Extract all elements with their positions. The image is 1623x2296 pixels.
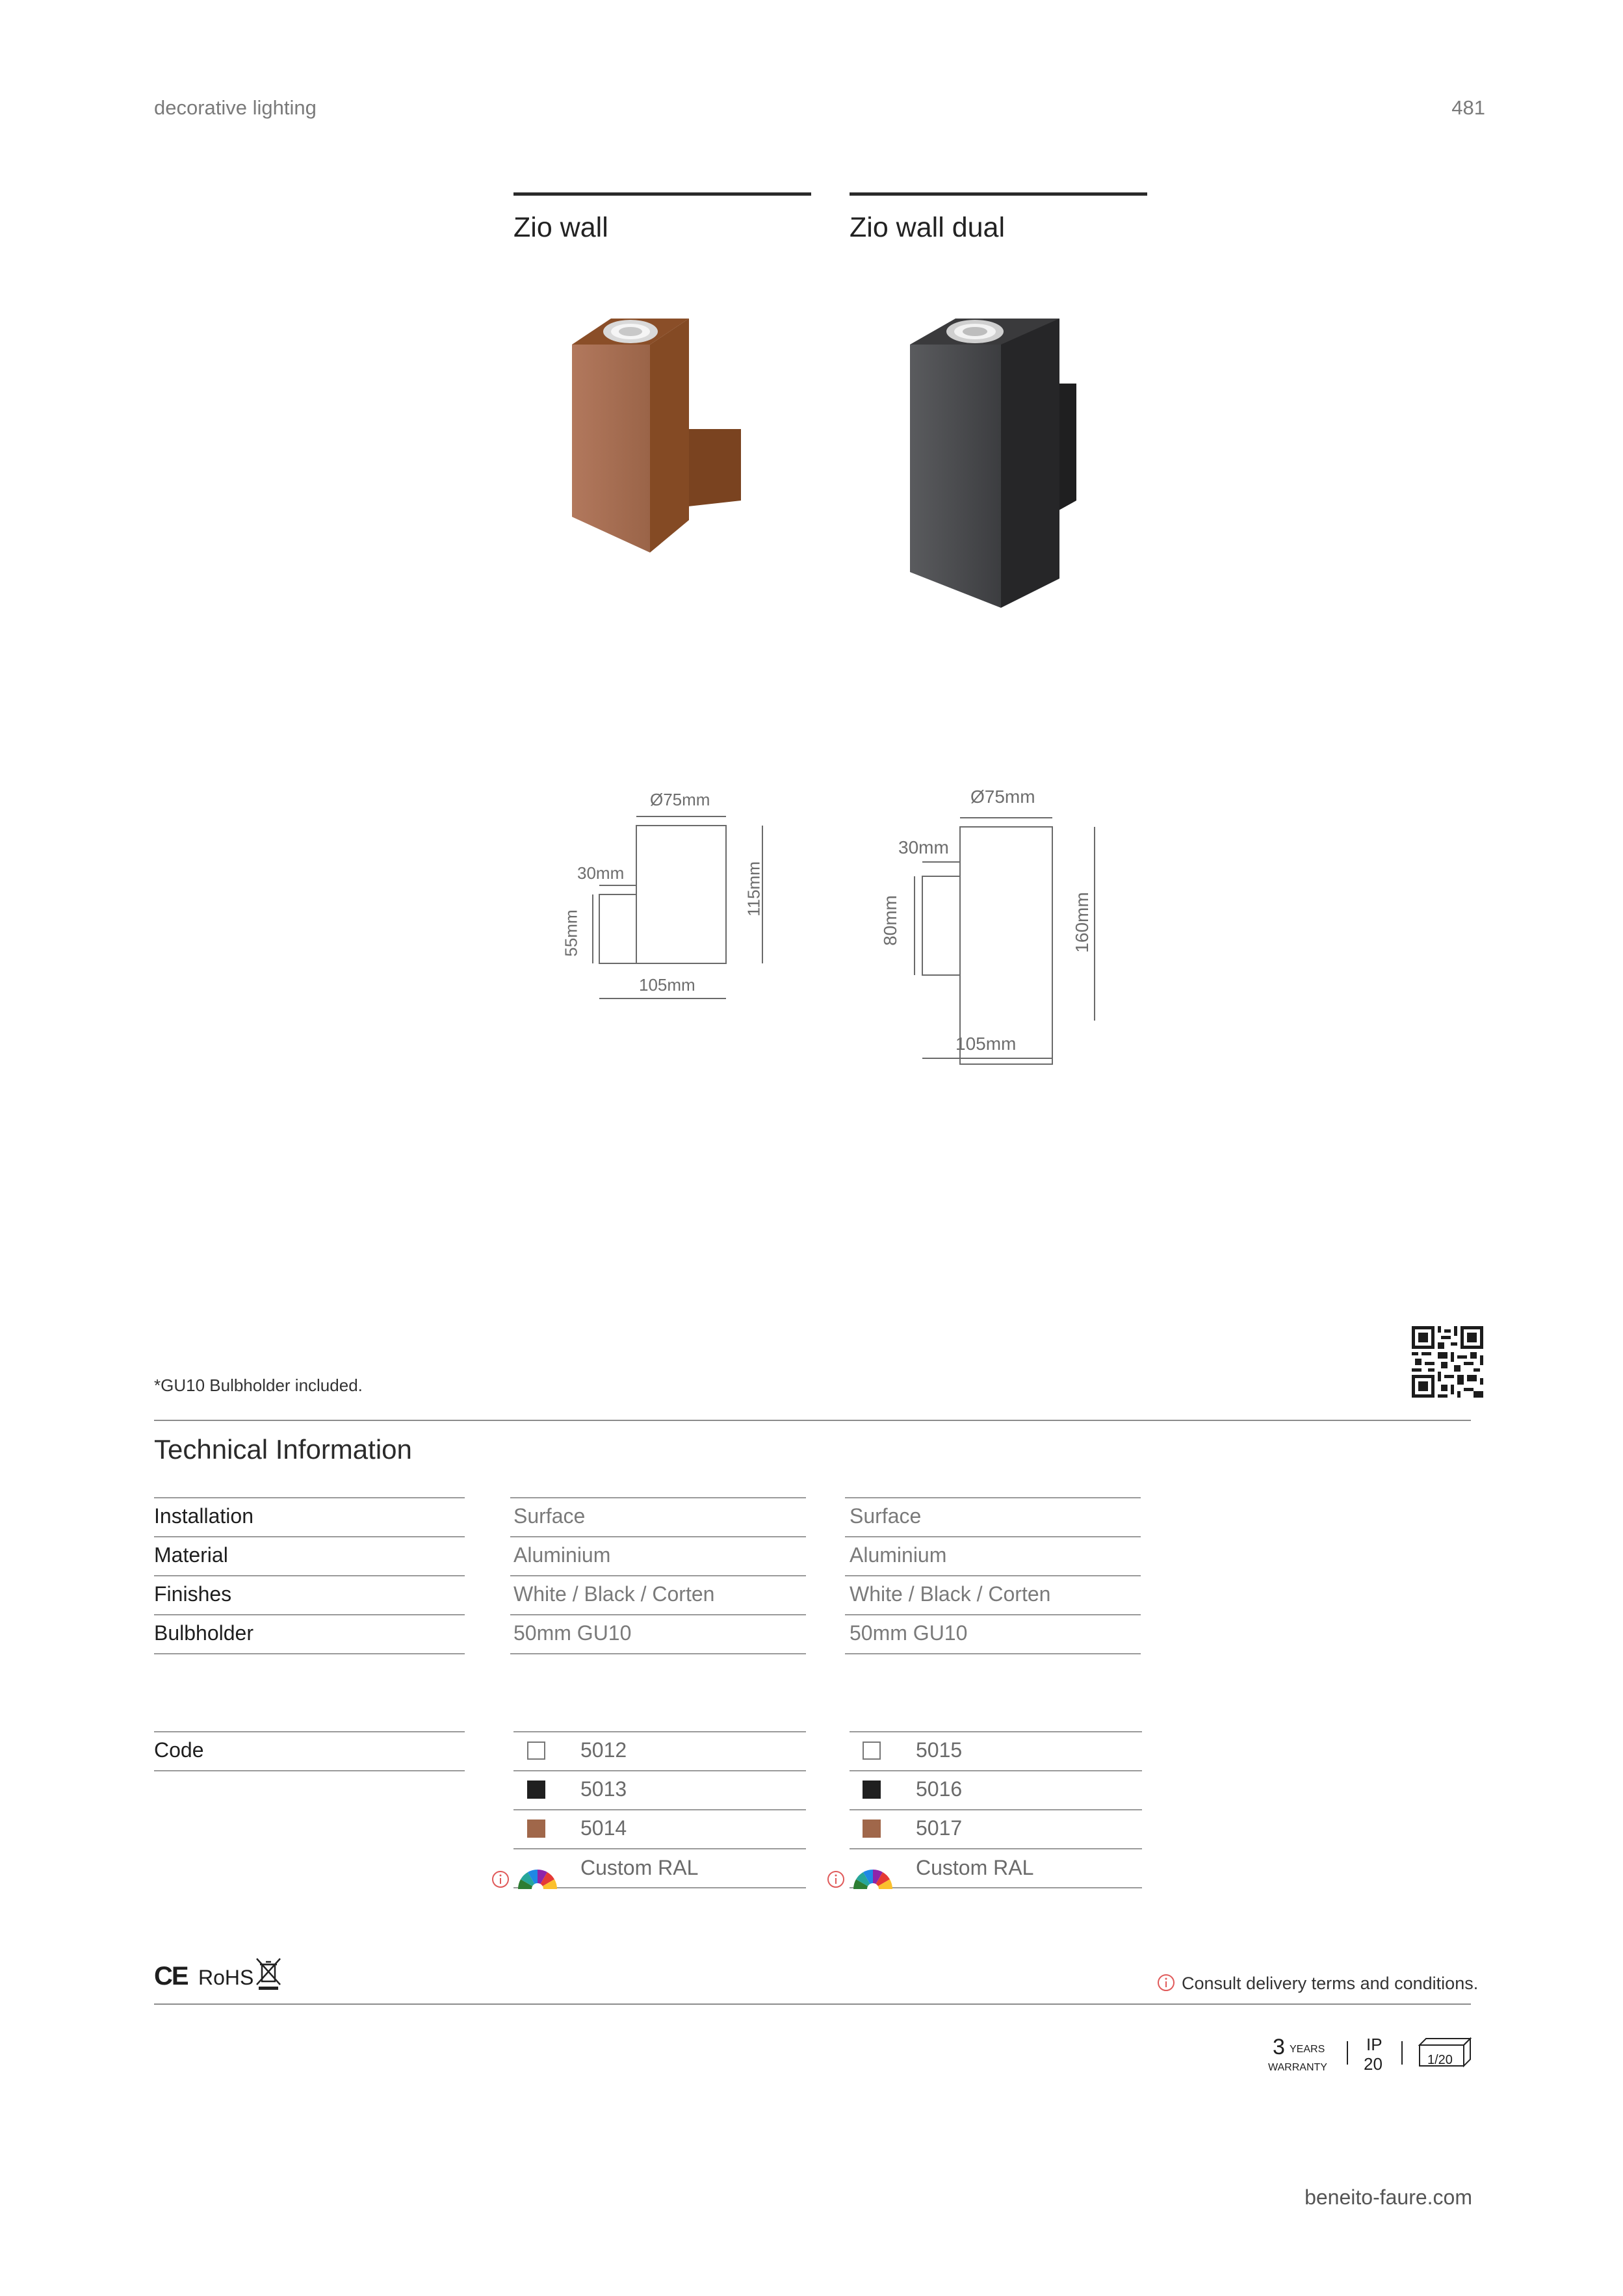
table-rule <box>513 1809 806 1810</box>
swatch-black <box>527 1781 545 1799</box>
p2-dim-height: 160mm <box>1072 892 1092 953</box>
table-rule <box>510 1497 806 1498</box>
crossed-bin-icon <box>255 1957 282 1990</box>
table-rule <box>154 1614 465 1615</box>
swatch-corten <box>863 1820 881 1838</box>
product-1-name: Zio wall <box>513 212 608 243</box>
p1-dim-depth: 30mm <box>577 863 625 883</box>
product-2-image <box>897 306 1092 618</box>
spec-label-material: Material <box>154 1543 228 1567</box>
bulbholder-note: *GU10 Bulbholder included. <box>154 1376 363 1395</box>
qr-code[interactable] <box>1412 1326 1483 1398</box>
product-2-name: Zio wall dual <box>850 212 1005 243</box>
spec-separator <box>1347 2041 1348 2065</box>
technical-title: Technical Information <box>154 1434 412 1465</box>
ral-color-fan-icon <box>850 1863 896 1892</box>
table-rule <box>850 1809 1142 1810</box>
spec-value: 50mm GU10 <box>513 1621 632 1645</box>
table-rule <box>513 1731 806 1732</box>
p2-dim-diameter: Ø75mm <box>970 787 1035 807</box>
rohs-label: RoHS <box>198 1966 254 1989</box>
spec-label-finishes: Finishes <box>154 1582 232 1606</box>
ip-label: IP <box>1366 2035 1383 2054</box>
spec-value: 50mm GU10 <box>850 1621 968 1645</box>
footer-divider <box>154 2003 1471 2005</box>
swatch-white <box>527 1742 545 1760</box>
table-rule <box>850 1770 1142 1771</box>
table-rule <box>845 1536 1141 1537</box>
code-value: 5016 <box>916 1777 963 1801</box>
table-rule <box>850 1848 1142 1849</box>
p2-dim-plate: 80mm <box>880 895 900 946</box>
section-divider <box>154 1420 1471 1421</box>
table-rule <box>154 1536 465 1537</box>
ce-mark: CE <box>154 1962 188 1990</box>
code-value: Custom RAL <box>916 1856 1034 1879</box>
table-rule <box>513 1848 806 1849</box>
code-label: Code <box>154 1738 204 1762</box>
scale-ratio: 1/20 <box>1427 2053 1453 2067</box>
p1-dim-width: 105mm <box>639 975 695 995</box>
ip-value: 20 <box>1364 2054 1383 2074</box>
warranty-years: YEARS <box>1290 2044 1325 2055</box>
p1-dim-diameter: Ø75mm <box>650 790 710 809</box>
table-rule <box>154 1731 465 1732</box>
swatch-white <box>863 1742 881 1760</box>
swatch-corten <box>527 1820 545 1838</box>
consult-note: Consult delivery terms and conditions. <box>1182 1974 1479 1993</box>
table-rule <box>510 1614 806 1615</box>
code-value: 5015 <box>916 1738 963 1762</box>
table-rule <box>845 1653 1141 1654</box>
ral-color-fan-icon <box>515 1863 560 1892</box>
table-rule <box>845 1614 1141 1615</box>
code-value: 5012 <box>580 1738 627 1762</box>
code-value: 5013 <box>580 1777 627 1801</box>
spec-value: Surface <box>850 1504 922 1528</box>
table-rule <box>845 1575 1141 1576</box>
product-1-image <box>559 306 754 559</box>
table-rule <box>510 1653 806 1654</box>
footer-url[interactable]: beneito-faure.com <box>1305 2185 1472 2209</box>
spec-value: Aluminium <box>513 1543 611 1567</box>
code-value: 5014 <box>580 1816 627 1840</box>
p1-dim-height: 115mm <box>744 861 764 917</box>
table-rule <box>850 1731 1142 1732</box>
table-rule <box>845 1497 1141 1498</box>
table-rule <box>510 1536 806 1537</box>
info-icon[interactable] <box>1157 1974 1175 1992</box>
spec-value: White / Black / Corten <box>513 1582 715 1606</box>
section-title: decorative lighting <box>154 96 317 119</box>
page-number: 481 <box>1451 96 1485 119</box>
code-value: 5017 <box>916 1816 963 1840</box>
spec-separator <box>1401 2041 1403 2065</box>
spec-value: White / Black / Corten <box>850 1582 1051 1606</box>
p2-dim-depth: 30mm <box>898 837 949 857</box>
swatch-black <box>863 1781 881 1799</box>
code-value: Custom RAL <box>580 1856 699 1879</box>
warranty-label: WARRANTY <box>1268 2062 1327 2073</box>
table-rule <box>510 1575 806 1576</box>
p2-dim-width: 105mm <box>955 1034 1017 1054</box>
p1-dim-plate: 55mm <box>561 909 581 957</box>
info-icon[interactable] <box>491 1870 510 1888</box>
spec-value: Aluminium <box>850 1543 947 1567</box>
table-rule <box>154 1497 465 1498</box>
spec-label-bulbholder: Bulbholder <box>154 1621 253 1645</box>
product-1-rule <box>513 192 811 196</box>
warranty-number: 3 <box>1273 2035 1285 2059</box>
table-rule <box>154 1653 465 1654</box>
table-rule <box>154 1770 465 1771</box>
table-rule <box>154 1575 465 1576</box>
product-2-rule <box>850 192 1147 196</box>
table-rule <box>513 1770 806 1771</box>
spec-label-installation: Installation <box>154 1504 253 1528</box>
info-icon[interactable] <box>827 1870 845 1888</box>
spec-value: Surface <box>513 1504 586 1528</box>
